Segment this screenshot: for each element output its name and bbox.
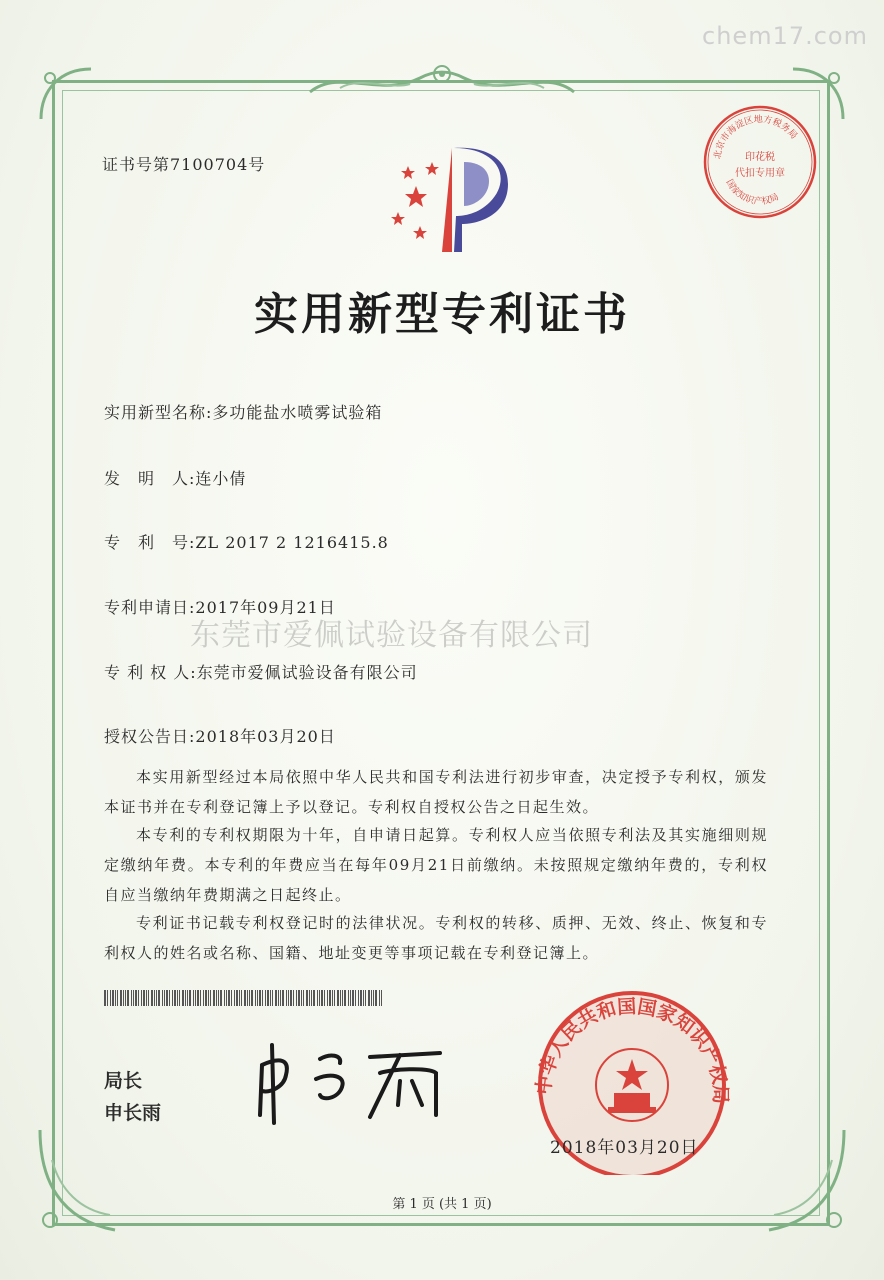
certificate-number: 证书号第7100704号 (102, 155, 266, 174)
barcode-bar (286, 990, 287, 1006)
body-paragraph-1: 本实用新型经过本局依照中华人民共和国专利法进行初步审查，决定授予专利权，颁发本证书并在专利登记簿上予以登记。专利权自授权公告之日起生效。 (104, 768, 768, 816)
barcode-bar (371, 990, 372, 1006)
barcode-bar (365, 990, 366, 1006)
barcode-bar (162, 990, 163, 1006)
small-seal-ring-text: 北京市海淀区地方税务局 (712, 114, 799, 160)
barcode-bar (185, 990, 186, 1006)
barcode-bar (208, 990, 209, 1006)
barcode-bar (197, 990, 199, 1006)
barcode-bar (133, 990, 134, 1006)
top-ornament (300, 58, 584, 104)
barcode-bar (143, 990, 145, 1006)
barcode-bar (224, 990, 225, 1006)
field-patent-holder (104, 660, 418, 683)
barcode-bar (156, 990, 157, 1006)
barcode-bar (182, 990, 184, 1006)
barcode-bar (135, 990, 137, 1006)
barcode-bar (321, 990, 323, 1006)
barcode-bar (216, 990, 217, 1006)
barcode-bar (280, 990, 281, 1006)
field-value: 2017年09月21日 (195, 598, 336, 617)
barcode-bar (379, 990, 380, 1006)
barcode-bar (166, 990, 168, 1006)
barcode-bar (363, 990, 364, 1006)
barcode-bar (309, 990, 310, 1006)
barcode-bar (236, 990, 238, 1006)
field-label: 专利申请日: (104, 598, 196, 617)
barcode-bar (352, 990, 354, 1006)
barcode-bar (381, 990, 382, 1006)
barcode-bar (172, 990, 173, 1006)
barcode-bar (257, 990, 258, 1006)
barcode-bar (158, 990, 160, 1006)
field-utility-model-name (104, 400, 382, 423)
barcode-bar (373, 990, 374, 1006)
barcode-bar (228, 990, 230, 1006)
small-seal-center-2: 代扣专用章 (735, 168, 785, 179)
barcode-bar (107, 990, 108, 1006)
barcode (104, 990, 384, 1006)
field-label: 授权公告日: (104, 727, 196, 746)
barcode-bar (306, 990, 308, 1006)
small-seal-bottom-text: 国家知识产权局 (723, 177, 781, 208)
barcode-bar (247, 990, 248, 1006)
barcode-bar (218, 990, 219, 1006)
barcode-bar (141, 990, 142, 1006)
barcode-bar (319, 990, 320, 1006)
field-value: 东莞市爱佩试验设备有限公司 (196, 663, 418, 682)
barcode-bar (154, 990, 155, 1006)
field-inventor (104, 466, 246, 489)
barcode-bar (112, 990, 114, 1006)
body-paragraph-3: 专利证书记载专利权登记时的法律状况。专利权的转移、质押、无效、终止、恢复和专利权人的姓名或名称、国籍、地址变更等事项记载在专利登记簿上。 (104, 914, 768, 962)
signatory-name: 申长雨 (104, 1102, 162, 1124)
barcode-bar (282, 990, 284, 1006)
barcode-bar (127, 990, 129, 1006)
barcode-bar (259, 990, 261, 1006)
barcode-bar (146, 990, 147, 1006)
barcode-bar (148, 990, 149, 1006)
barcode-bar (231, 990, 232, 1006)
barcode-bar (210, 990, 211, 1006)
barcode-bar (151, 990, 153, 1006)
field-value: ZL 2017 2 1216415.8 (195, 533, 389, 552)
patent-office-logo-icon (380, 140, 520, 260)
barcode-bar (164, 990, 165, 1006)
field-label: 实用新型名称: (104, 403, 213, 422)
barcode-bar (368, 990, 370, 1006)
barcode-bar (293, 990, 294, 1006)
barcode-bar (290, 990, 292, 1006)
barcode-bar (226, 990, 227, 1006)
corner-ornament-tl (36, 64, 96, 124)
barcode-bar (342, 990, 343, 1006)
barcode-bar (334, 990, 335, 1006)
barcode-bar (311, 990, 312, 1006)
barcode-bar (193, 990, 194, 1006)
barcode-bar (244, 990, 246, 1006)
barcode-bar (179, 990, 180, 1006)
barcode-bar (332, 990, 333, 1006)
barcode-bar (301, 990, 302, 1006)
barcode-bar (123, 990, 124, 1006)
barcode-bar (169, 990, 170, 1006)
field-label: 发 明 人: (104, 469, 196, 488)
barcode-bar (189, 990, 191, 1006)
barcode-bar (131, 990, 132, 1006)
barcode-bar (272, 990, 273, 1006)
barcode-bar (340, 990, 341, 1006)
barcode-bar (255, 990, 256, 1006)
barcode-bar (213, 990, 215, 1006)
barcode-bar (267, 990, 269, 1006)
company-watermark: 东莞市爱佩试验设备有限公司 (190, 618, 593, 653)
barcode-bar (110, 990, 111, 1006)
signatory-role: 局长 (104, 1070, 143, 1092)
barcode-bar (344, 990, 346, 1006)
barcode-bar (249, 990, 250, 1006)
field-label: 专 利 号: (104, 533, 196, 552)
barcode-bar (262, 990, 263, 1006)
barcode-bar (360, 990, 362, 1006)
field-grant-date (104, 724, 336, 747)
svg-text:国家知识产权局 (724, 178, 781, 208)
barcode-bar (275, 990, 277, 1006)
barcode-bar (355, 990, 356, 1006)
big-seal-ring-text: 中华人民共和国国家知识产权局 (532, 995, 732, 1105)
barcode-bar (239, 990, 240, 1006)
site-watermark: chem17.com (702, 22, 868, 50)
field-label: 专 利 权 人: (104, 663, 197, 682)
barcode-bar (234, 990, 235, 1006)
field-value: 多功能盐水喷雾试验箱 (212, 403, 383, 422)
barcode-bar (205, 990, 207, 1006)
body-paragraph-2: 本专利的专利权期限为十年，自申请日起算。专利权人应当依照专利法及其实施细则规定缴纳年费。本专利的年费应当在每年09月21日前缴纳。未按照规定缴纳年费的，专利权自应当缴纳年费期满之日起终止。 (104, 826, 768, 904)
barcode-bar (327, 990, 328, 1006)
barcode-bar (313, 990, 315, 1006)
barcode-bar (120, 990, 122, 1006)
barcode-bar (288, 990, 289, 1006)
certificate-title: 实用新型专利证书 (254, 289, 630, 340)
barcode-bar (375, 990, 377, 1006)
barcode-bar (115, 990, 116, 1006)
tax-stamp-seal (700, 102, 820, 222)
barcode-bar (251, 990, 253, 1006)
barcode-bar (241, 990, 242, 1006)
barcode-bar (125, 990, 126, 1006)
corner-ornament-bl (30, 1120, 120, 1240)
barcode-bar (329, 990, 331, 1006)
barcode-bar (303, 990, 304, 1006)
field-patent-number (104, 530, 389, 553)
seal-date: 2018年03月20日 (550, 1138, 699, 1158)
barcode-bar (177, 990, 178, 1006)
barcode-bar (348, 990, 349, 1006)
barcode-bar (187, 990, 188, 1006)
corner-ornament-br (764, 1120, 854, 1240)
field-value: 连小倩 (195, 469, 247, 488)
barcode-bar (317, 990, 318, 1006)
barcode-bar (195, 990, 196, 1006)
barcode-bar (278, 990, 279, 1006)
field-value: 2018年03月20日 (195, 727, 336, 746)
barcode-bar (296, 990, 297, 1006)
barcode-bar (203, 990, 204, 1006)
barcode-bar (270, 990, 271, 1006)
barcode-bar (358, 990, 359, 1006)
small-seal-center-1: 印花税 (745, 152, 775, 163)
barcode-bar (265, 990, 266, 1006)
handwritten-signature (250, 1035, 450, 1125)
barcode-bar (138, 990, 139, 1006)
barcode-bar (200, 990, 201, 1006)
barcode-bar (117, 990, 118, 1006)
barcode-bar (220, 990, 222, 1006)
barcode-bar (298, 990, 300, 1006)
page-footer: 第 1 页 (共 1 页) (392, 1197, 492, 1212)
barcode-bar (324, 990, 325, 1006)
barcode-bar (174, 990, 176, 1006)
barcode-bar (337, 990, 339, 1006)
barcode-bar (104, 990, 106, 1006)
barcode-bar (350, 990, 351, 1006)
